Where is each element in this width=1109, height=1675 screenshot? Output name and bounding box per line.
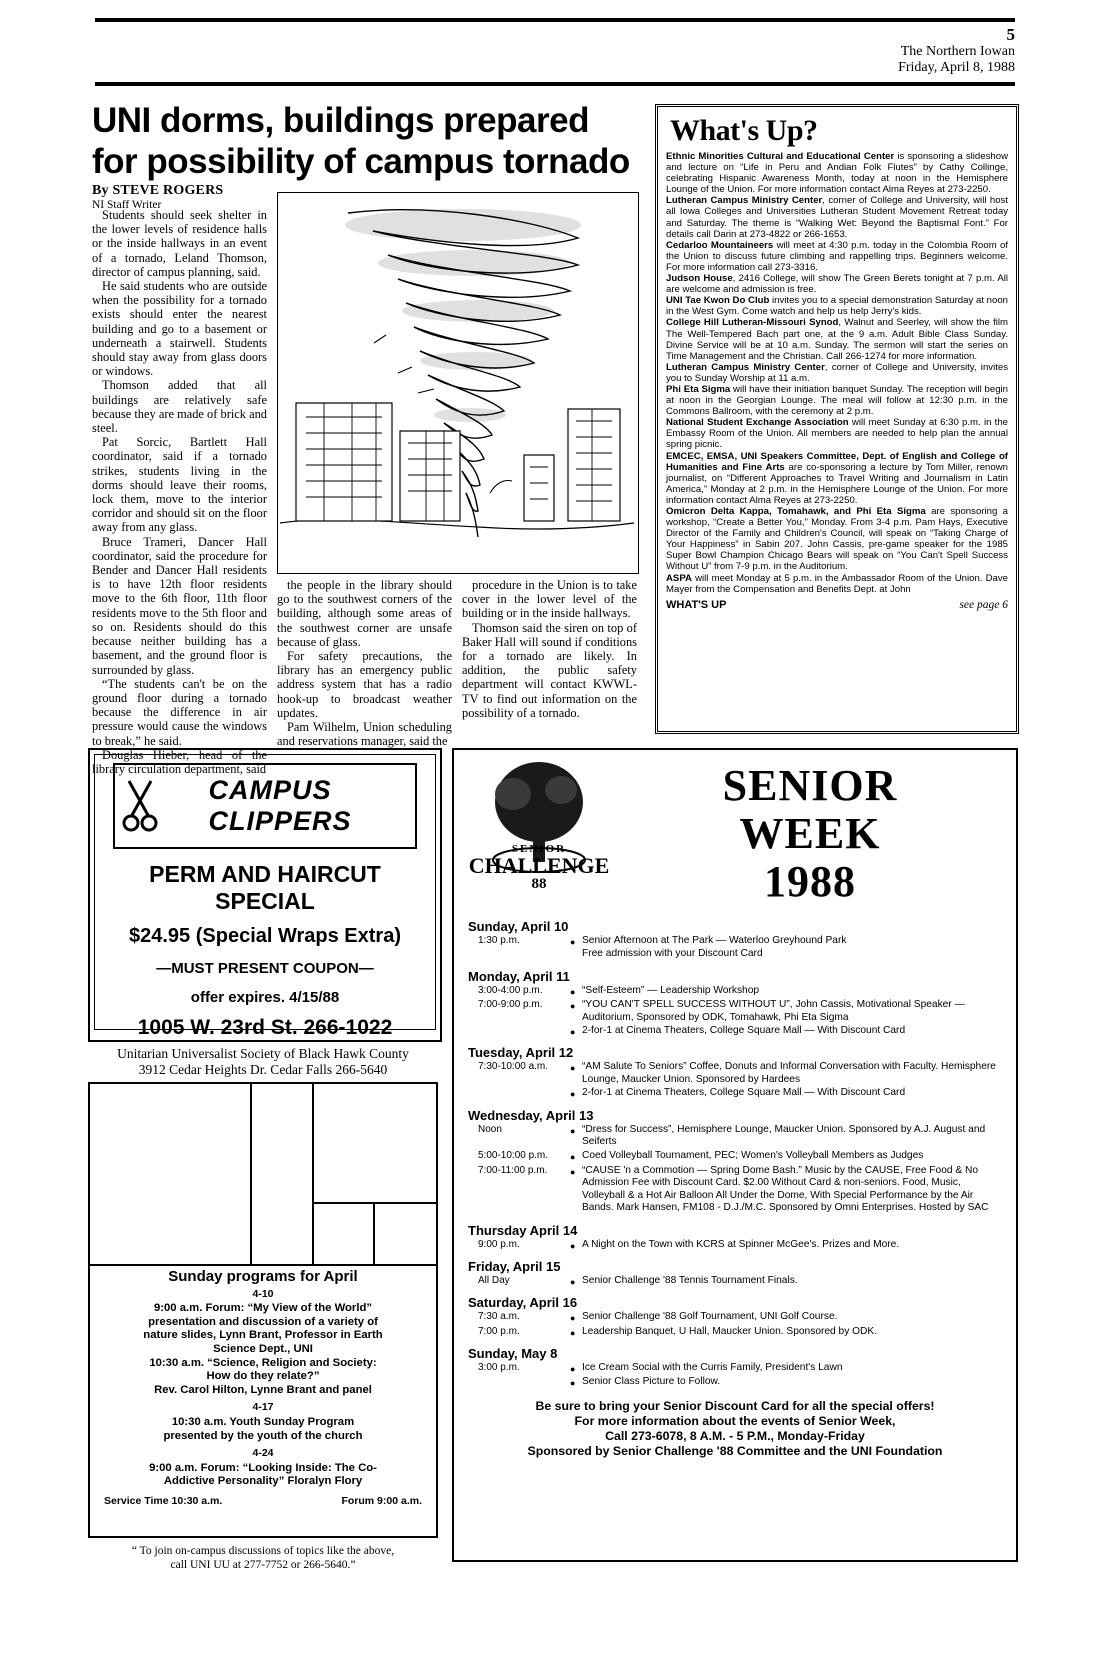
schedule-time: 5:00-10:00 p.m. [478, 1150, 549, 1162]
whats-up-entry-org: Omicron Delta Kappa, Tomahawk, and Phi Eta Sigma [666, 506, 926, 517]
whats-up-entry-text: are sponsoring a workshop, “Create a Better You,” Monday. From 3-4 p.m. Pam Hays, Executive Director of the Family and Children's Council, will speak on “Taking Charge of Your Happiness” in Sabin 207. John Cassis, pre-game speaker for the 1985 Super Bowl Champion Chicago Bears will speak on “You Can't Spell Success Without U” from 7-9 p.m. in the Auditorium. [666, 506, 1008, 573]
uu-program-line: Science Dept., UNI [213, 1342, 313, 1355]
schedule-items [570, 1326, 1004, 1339]
paper-name: The Northern Iowan [900, 44, 1015, 59]
uu-program-line: 10:30 a.m. Youth Sunday Program [171, 1415, 355, 1428]
bullet-icon: ● [570, 1125, 576, 1136]
schedule-item: ● Senior Class Picture to Follow. [570, 1375, 721, 1388]
whats-up-entry-org: Phi Eta Sigma [666, 383, 731, 395]
page-title: UNI dorms, buildings prepared for possibility of campus tornado [92, 101, 630, 181]
schedule-entry [468, 985, 1004, 998]
schedule-entry [468, 1061, 1004, 1100]
uu-program-line: 9:00 a.m. Forum: “Looking Inside: The Co- [149, 1461, 377, 1474]
uu-program-line: Rev. Carol Hilton, Lynne Brant and panel [154, 1383, 372, 1396]
whats-up-entry-text: will have their initiation banquet Sunday. The reception will begin at noon in the Georgian Lounge. The meal will follow at 12:30 p.m. in the Commons Ballroom, with the ceremony at 2 p.m. [666, 383, 1008, 418]
schedule-entry [468, 1239, 1004, 1252]
schedule-entry [468, 1326, 1004, 1339]
whats-up-entry-text: will meet Monday at 5 p.m. in the Ambassador Room of the Union. Dave Mayer from the Compensation and Benefits Dept. at John [666, 572, 1008, 595]
article-paragraph: Bruce Trameri, Dancer Hall coordinator, said the procedure for Bender and Dancer Hall residents is to have 12th floor residents move to the 6th floor, 11th floor residents move to the 5th floor and so on. Residents should do this because neither building has a basement, and the ground floor is surrounded by glass. [92, 534, 267, 677]
article-paragraph: For safety precautions, the library has an emergency public address system that has a radio hook-up to broadcast weather updates. [277, 649, 452, 720]
schedule-time: 3:00 p.m. [478, 1362, 520, 1374]
whats-up-entry [666, 384, 1008, 417]
uu-footer-2: call UNI UU at 277-7752 or 266-5640.” [170, 1559, 356, 1571]
schedule-items [570, 999, 1004, 1038]
whats-up-entry-text: , Walnut and Seerley, will show the film The Well-Tempered Bach part one, at the 9 a.m. Adult Bible Class Sunday. Divine Service will be at 10 a.m. Sunday. The sermon will start the series on Time Management and the Christian. Call 266-1274 for more information. [666, 317, 1008, 362]
schedule-day [468, 1259, 1004, 1288]
whats-up-entry-text: , corner of College and University, will host all Iowa Colleges and Universities Lutheran Student Movement Retreat today and Saturday. The theme is “Walking Wet: Beyond the Baptismal Font.” For details call Darin at 273-4822 or 266-1653. [666, 195, 1008, 240]
whats-up-title: What's Up? [670, 114, 818, 147]
whats-up-entry [666, 151, 1008, 195]
uu-program-line: How do they relate?” [206, 1370, 320, 1383]
logo-line-2: CHALLENGE [468, 853, 610, 878]
senior-challenge-logo [464, 758, 614, 906]
campus-clippers-logo [113, 763, 417, 849]
schedule-item: ● “Self-Esteem” — Leadership Workshop [570, 984, 760, 997]
schedule-item: ● “CAUSE 'n a Commotion — Spring Dome Bash.” Music by the CAUSE, Free Food & No Admission Fee with Discount Card. $2.00 Without Card & non-seniors. Food, Music, Volleyball & a Hot Air Balloon All Under the Dome, With Special Performance by the Air Bands. Mark Hansen, FM108 - D.J./M.C. Sponsored by Omni Enterprises. Hosted by SAC [570, 1164, 989, 1214]
senior-week-footer-line: Be sure to bring your Senior Discount Card for all the special offers! [535, 1398, 935, 1413]
bullet-icon: ● [570, 1377, 576, 1388]
whats-up-entry-text: invites you to a special demonstration Saturday at noon in the West Gym. Come watch and help us help Jerry's kids. [666, 295, 1009, 318]
schedule-entry [468, 1124, 1004, 1150]
whats-up-entry-text: will meet Sunday at 6:30 p.m. in the Embassy Room of the Union. All members are needed to help plan the annual spring picnic. [666, 417, 1008, 451]
article-paragraph: Douglas Hieber, head of the library circulation department, said [92, 747, 267, 776]
cc-offer-line-1: PERM AND HAIRCUT [149, 861, 381, 887]
whats-up-entry [666, 240, 1008, 273]
whats-up-entry [666, 317, 1008, 361]
article-paragraph: Students should seek shelter in the lower levels of residence halls or the inside hallways in an event of a tornado, Leland Thomson, director of campus planning, said. [92, 208, 267, 279]
uu-programs [90, 1266, 436, 1509]
campus-clippers-ad [88, 748, 442, 1042]
whats-up-entry [666, 195, 1008, 239]
schedule-items [570, 1362, 1004, 1389]
article-paragraph: Pam Wilhelm, Union scheduling and reservations manager, said the [277, 720, 452, 749]
bullet-icon: ● [570, 1152, 576, 1163]
scissors-icon [121, 773, 161, 835]
schedule-item: ● A Night on the Town with KCRS at Spinner McGee's. Prizes and More. [570, 1238, 900, 1251]
senior-week-footer-line: For more information about the events of Senior Week, [574, 1413, 896, 1428]
uu-program-block [98, 1401, 428, 1443]
bullet-icon: ● [570, 1313, 576, 1324]
schedule-day-name: Wednesday, April 13 [468, 1107, 594, 1123]
logo-line-1: SENIOR [511, 843, 567, 855]
schedule-day-name: Sunday, May 8 [468, 1346, 558, 1362]
senior-week-footer [454, 1399, 1016, 1459]
issue-date: Friday, April 8, 1988 [898, 60, 1015, 75]
schedule-day-name: Saturday, April 16 [468, 1295, 578, 1311]
article-column-2 [277, 578, 452, 748]
schedule-entry [468, 999, 1004, 1038]
uu-program-block [98, 1447, 428, 1489]
schedule-item: ● Senior Challenge '88 Golf Tournament, UNI Golf Course. [570, 1311, 838, 1324]
sw-title-line-3: 1988 [764, 857, 856, 906]
bullet-icon: ● [570, 1063, 576, 1074]
schedule-time: 1:30 p.m. [478, 935, 520, 946]
page-number: 5 [1006, 25, 1015, 44]
schedule-items [570, 935, 1004, 962]
article-paragraph: Thomson added that all buildings are relatively safe because they are made of brick and steel. [92, 378, 267, 436]
uu-program-line: Addictive Personality” Floralyn Flory [163, 1475, 363, 1488]
bullet-icon: ● [570, 1001, 576, 1012]
cc-coupon-note: —MUST PRESENT COUPON— [156, 960, 374, 977]
uu-decorative-grid [90, 1084, 436, 1266]
whats-up-box [655, 104, 1019, 734]
cc-offer-line-2: SPECIAL [215, 888, 315, 914]
whats-up-footer-label: WHAT'S UP [666, 598, 727, 611]
schedule-item: ● “YOU CAN'T SPELL SUCCESS WITHOUT U”, John Cassis, Motivational Speaker — Auditorium, Sponsored by ODK, Tomahawk, Phi Eta Sigma [570, 999, 965, 1023]
uu-program-date: 4-10 [252, 1287, 274, 1300]
article-column-1 [92, 208, 267, 776]
whats-up-entry [666, 573, 1008, 595]
bullet-icon: ● [570, 1327, 576, 1338]
whats-up-entries [666, 151, 1008, 595]
schedule-item: ● Coed Volleyball Tournament, PEC; Women's Volleyball Members as Judges [570, 1150, 924, 1163]
sw-title-line-1: SENIOR [722, 761, 898, 810]
schedule-day-name: Sunday, April 10 [468, 919, 569, 934]
whats-up-entry-org: ASPA [666, 572, 692, 584]
schedule-day [468, 1346, 1004, 1389]
schedule-item: ● Senior Challenge '88 Tennis Tournament Finals. [570, 1274, 798, 1287]
schedule-time: All Day [478, 1274, 510, 1286]
schedule-item: ● Leadership Banquet, U Hall, Maucker Union. Sponsored by ODK. [570, 1325, 878, 1338]
uu-program-line: 9:00 a.m. Forum: “My View of the World” [153, 1302, 373, 1315]
byline-author: By STEVE ROGERS [92, 183, 224, 198]
senior-week-ad [452, 748, 1018, 1562]
whats-up-entry [666, 273, 1008, 295]
bullet-icon: ● [570, 986, 576, 997]
masthead-top-rule [95, 18, 1015, 22]
unitarian-ad [88, 1046, 438, 1571]
schedule-items [570, 1311, 1004, 1324]
senior-week-schedule [454, 906, 1016, 1389]
schedule-item: ● “AM Salute To Seniors” Coffee, Donuts and Informal Conversation with Faculty. Hemisphere Lounge, Maucker Union. Sponsored by Hardees [570, 1061, 996, 1085]
bullet-icon: ● [570, 1240, 576, 1251]
masthead-text [95, 26, 1015, 76]
schedule-item: ● Senior Afternoon at The Park — Waterloo Greyhound Park [570, 935, 847, 947]
logo-line-3: 88 [531, 876, 547, 892]
schedule-entry [468, 935, 1004, 962]
uu-forum-time: Forum 9:00 a.m. [341, 1494, 422, 1507]
clippers-word-2: CLIPPERS [208, 806, 352, 836]
article-column-3 [462, 578, 637, 720]
bullet-icon: ● [570, 1089, 576, 1100]
schedule-entry [468, 1311, 1004, 1324]
whats-up-entry-org: Judson House [666, 273, 733, 285]
senior-week-footer-line: Sponsored by Senior Challenge '88 Committee and the UNI Foundation [527, 1443, 943, 1458]
bullet-icon: ● [570, 1276, 576, 1287]
uu-program-date: 4-24 [252, 1447, 274, 1460]
masthead-bottom-rule [95, 82, 1015, 86]
schedule-time: 3:00-4:00 p.m. [478, 984, 543, 996]
schedule-items [570, 985, 1004, 998]
whats-up-entry-org: Cedarloo Mountaineers [666, 239, 774, 251]
whats-up-entry-org: Lutheran Campus Ministry Center [666, 361, 825, 373]
schedule-items [570, 1275, 1004, 1288]
schedule-day-name: Monday, April 11 [468, 968, 570, 984]
clippers-word-1: CAMPUS [208, 775, 332, 805]
bullet-icon: ● [570, 1364, 576, 1375]
article-paragraph: the people in the library should go to the southwest corners of the building, although some areas of the southwest corner are unsafe because of glass. [277, 578, 452, 649]
schedule-item: ● “Dress for Success”, Hemisphere Lounge, Maucker Union. Sponsored by A.J. August and Seiferts [570, 1123, 986, 1148]
whats-up-entry-text: is sponsoring a slideshow and lecture on “Life in Peru and Andian Folk Flutes” by Cathy Collinge, celebrating Hispanic Awareness Month, today at noon in the Hemisphere Lounge of the Union. For more information contact Alma Reyes at 273-2250. [666, 151, 1008, 196]
whats-up-entry [666, 451, 1008, 506]
schedule-day-name: Friday, April 15 [468, 1258, 561, 1274]
schedule-day [468, 919, 1004, 962]
schedule-item: ● Ice Cream Social with the Curris Family, President's Lawn [570, 1362, 843, 1375]
schedule-day [468, 1223, 1004, 1252]
article-paragraph: procedure in the Union is to take cover in the lower level of the building or in the inside hallways. [462, 578, 637, 621]
schedule-time: 7:30-10:00 a.m. [478, 1061, 549, 1073]
schedule-items [570, 1124, 1004, 1150]
uu-programs-title: Sunday programs for April [168, 1268, 358, 1285]
whats-up-entry-org: UNI Tae Kwon Do Club [666, 295, 770, 307]
cc-price: $24.95 (Special Wraps Extra) [129, 925, 401, 947]
schedule-item-note: Free admission with your Discount Card [582, 948, 763, 960]
schedule-items [570, 1165, 1004, 1216]
schedule-time: 7:00-9:00 p.m. [478, 999, 543, 1011]
whats-up-entry-org: Ethnic Minorities Cultural and Educational Center [666, 151, 895, 162]
whats-up-entry-org: EMCEC, EMSA, UNI Speakers Committee, Dept. of English and College of Humanities and Fine Arts [666, 450, 1008, 473]
whats-up-entry-org: Lutheran Campus Ministry Center [666, 195, 823, 207]
schedule-items [570, 1150, 1004, 1163]
sw-title-line-2: WEEK [739, 809, 881, 858]
uu-address: 3912 Cedar Heights Dr. Cedar Falls 266-5640 [138, 1062, 388, 1077]
uu-program-line: 10:30 a.m. “Science, Religion and Society: [149, 1356, 377, 1369]
schedule-time: 7:30 a.m. [478, 1311, 520, 1323]
schedule-day [468, 1108, 1004, 1216]
uu-footer-1: “ To join on-campus discussions of topics like the above, [131, 1545, 395, 1557]
bullet-icon: ● [570, 937, 576, 947]
senior-week-title [614, 758, 1006, 906]
whats-up-entry-text: , 2416 College, will show The Green Berets tonight at 7 p.m. All are welcome and admission is free. [666, 273, 1008, 296]
article-paragraph: “The students can't be on the ground floor during a tornado because the difference in air pressure would cause the windows to break,” he said. [92, 676, 267, 748]
schedule-time: 9:00 p.m. [478, 1238, 520, 1250]
schedule-items [570, 1061, 1004, 1100]
schedule-entry [468, 1150, 1004, 1163]
whats-up-entry [666, 362, 1008, 384]
schedule-day [468, 969, 1004, 1039]
whats-up-entry-org: National Student Exchange Association [666, 417, 849, 429]
whats-up-entry [666, 417, 1008, 450]
schedule-day [468, 1045, 1004, 1100]
article-paragraph: Pat Sorcic, Bartlett Hall coordinator, said if a tornado strikes, students living in the dorms should leave their rooms, lock them, move to the interior corridor and should sit on the floor away from any glass. [92, 435, 267, 535]
uu-org-name: Unitarian Universalist Society of Black Hawk County [117, 1046, 409, 1061]
whats-up-entry-text: will meet at 4:30 p.m. today in the Colombia Room of the Union to discuss future climbing and rappelling trips. Beginners welcome. For more information call 273-3316. [666, 239, 1008, 273]
whats-up-entry [666, 506, 1008, 573]
uu-program-line: presentation and discussion of a variety of [148, 1315, 378, 1328]
bullet-icon: ● [570, 1166, 576, 1177]
uu-program-line: nature slides, Lynn Brant, Professor in Earth [143, 1329, 383, 1342]
cc-expiration: offer expires. 4/15/88 [190, 989, 340, 1006]
whats-up-entry [666, 295, 1008, 317]
schedule-entry [468, 1362, 1004, 1389]
schedule-item: ● 2-for-1 at Cinema Theaters, College Square Mall — With Discount Card [570, 1025, 906, 1038]
byline-role: NI Staff Writer [92, 199, 162, 211]
schedule-day-name: Thursday April 14 [468, 1222, 578, 1238]
masthead [95, 18, 1015, 86]
whats-up-entry-org: College Hill Lutheran-Missouri Synod [666, 317, 839, 329]
schedule-entry [468, 1275, 1004, 1288]
schedule-day-name: Tuesday, April 12 [468, 1045, 574, 1061]
senior-week-footer-line: Call 273-6078, 8 A.M. - 5 P.M., Monday-Friday [605, 1428, 865, 1443]
schedule-time: Noon [478, 1123, 502, 1135]
byline [92, 183, 267, 211]
uu-program-line: presented by the youth of the church [163, 1429, 363, 1442]
uu-program-block [98, 1288, 428, 1398]
cc-address-phone: 1005 W. 23rd St. 266-1022 [137, 1016, 393, 1039]
article-paragraph: Thomson said the siren on top of Baker Hall will sound if conditions for a tornado are likely. In addition, the public safety department will contact KWWL-TV to find out information on the possibility of a tornado. [462, 620, 637, 720]
schedule-time: 7:00 p.m. [478, 1325, 520, 1337]
uu-program-date: 4-17 [252, 1401, 274, 1414]
schedule-day [468, 1295, 1004, 1339]
bullet-icon: ● [570, 1027, 576, 1038]
see-page-link[interactable]: see page 6 [959, 598, 1008, 611]
uu-service-time: Service Time 10:30 a.m. [104, 1494, 223, 1507]
schedule-item: ● 2-for-1 at Cinema Theaters, College Square Mall — With Discount Card [570, 1087, 906, 1100]
schedule-time: 7:00-11:00 p.m. [478, 1164, 548, 1176]
article-paragraph: He said students who are outside when the possibility for a tornado exists should enter the nearest building and go to a basement or underneath a stairwell. Students should stay away from glass doors or windows. [92, 279, 267, 379]
whats-up-entry-text: , corner of College and University, invites you to Sunday Worship at 11 a.m. [666, 361, 1009, 384]
tornado-illustration [277, 192, 639, 574]
schedule-items [570, 1239, 1004, 1252]
whats-up-entry-text: are co-sponsoring a lecture by Tom Miller, renown journalist, on “Different Approaches to Travel Writing and Journalism in Latin America,” Monday at 2 p.m. in the Hemisphere Lounge of the Union. For more information contact Alma Reyes at 273-2250. [666, 461, 1008, 506]
schedule-entry [468, 1165, 1004, 1216]
